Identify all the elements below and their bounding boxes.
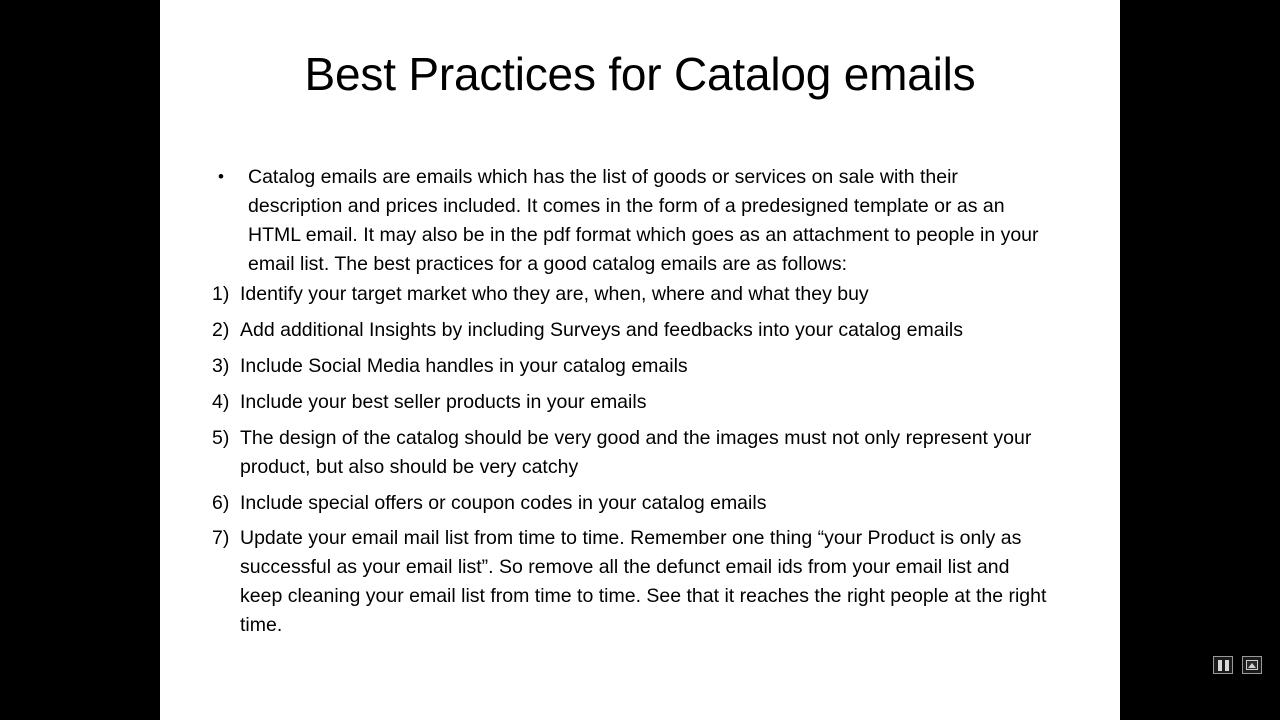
list-item-text: Include Social Media handles in your catalog emails	[240, 355, 688, 378]
pause-icon	[1218, 660, 1229, 671]
list-item	[212, 163, 1057, 278]
list-item-text: Include special offers or coupon codes in your catalog emails	[240, 491, 767, 514]
player-controls	[1213, 656, 1262, 674]
page-title: Best Practices for Catalog emails	[304, 48, 976, 100]
list-item	[212, 524, 1057, 639]
list-item	[212, 388, 1057, 417]
bullet-dot-icon: •	[218, 167, 224, 186]
frame-icon	[1246, 660, 1258, 670]
list-item-number: 7)	[212, 527, 230, 550]
list-item-number: 5)	[212, 426, 230, 449]
list-item-number: 1)	[212, 283, 230, 306]
list-item	[212, 424, 1057, 482]
list-item	[212, 489, 1057, 518]
list-item-text: Identify your target market who they are, when, where and what they buy	[240, 283, 869, 306]
list-item-number: 4)	[212, 391, 230, 414]
list-item	[212, 316, 1057, 345]
list-item-number: 2)	[212, 319, 230, 342]
list-item-number: 6)	[212, 491, 230, 514]
fullscreen-button[interactable]	[1242, 656, 1262, 674]
list-item-text: The design of the catalog should be very good and the images must not only represent your product, but also should be very catchy	[240, 426, 1032, 478]
list-item-text: Add additional Insights by including Surveys and feedbacks into your catalog emails	[240, 319, 964, 342]
pause-button[interactable]	[1213, 656, 1233, 674]
list-item	[212, 352, 1057, 381]
slide-body	[212, 163, 1057, 647]
list-item-number: 3)	[212, 355, 230, 378]
list-item-text: Update your email mail list from time to time. Remember one thing “your Product is only as successful as your email list”. So remove all the defunct email ids from your email list and keep cleaning your email list from time to time. See that it reaches the right people at the right time.	[240, 527, 1047, 637]
bullet-paragraph-text: Catalog emails are emails which has the list of goods or services on sale with their description and prices included. It comes in the form of a predesigned template or as an HTML email. It may also be in the pdf format which goes as an attachment to people in your email list. The best practices for a good catalog emails are as follows:	[248, 166, 1039, 275]
list-item	[212, 280, 1057, 309]
list-item-text: Include your best seller products in your emails	[240, 391, 647, 414]
slide-canvas	[160, 0, 1120, 720]
